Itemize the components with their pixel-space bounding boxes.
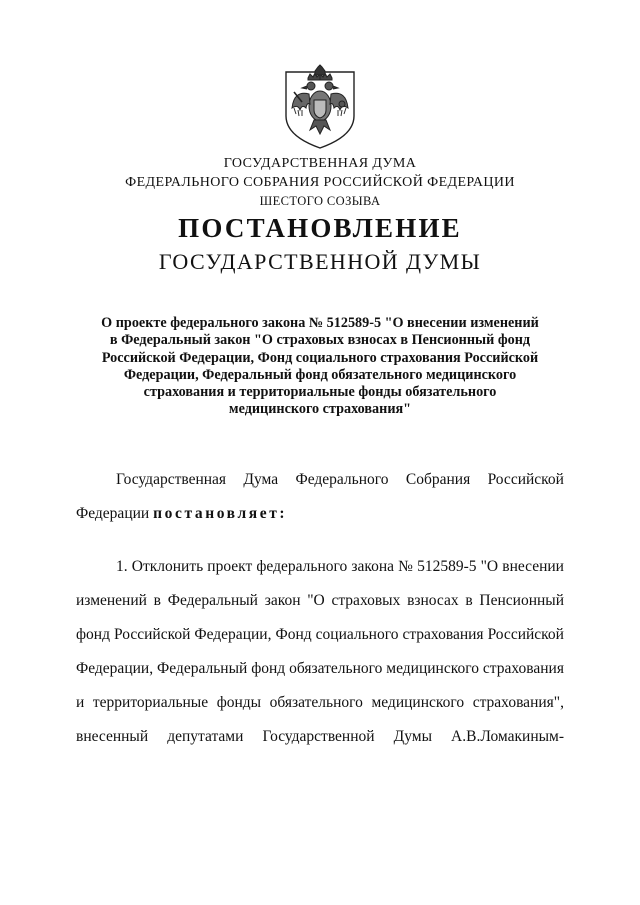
word: внесенный bbox=[76, 728, 149, 745]
paragraph-line: и территориальные фонды обязательного медицинского страхования", bbox=[76, 694, 564, 711]
preamble-line-2 bbox=[76, 497, 564, 531]
document-type-title: ПОСТАНОВЛЕНИЕ bbox=[178, 213, 462, 243]
word: Федерации bbox=[76, 505, 150, 522]
subject-line: Российской Федерации, Фонд социального страхования Российской bbox=[101, 349, 539, 366]
word: А.В.Ломакиным- bbox=[451, 728, 564, 745]
subject-line: О проекте федерального закона № 512589-5 "О внесении изменений bbox=[101, 315, 539, 331]
subject-line: медицинского страхования" bbox=[228, 401, 412, 418]
header-line-1: ГОСУДАРСТВЕННАЯ ДУМА bbox=[223, 156, 417, 171]
word: Государственной bbox=[262, 728, 375, 745]
preamble bbox=[76, 463, 564, 531]
paragraph-line bbox=[76, 720, 564, 754]
subject-line: в Федеральный закон "О страховых взносах в Пенсионный фонд bbox=[109, 332, 531, 349]
paragraph-line: Федерации, Федеральный фонд обязательного медицинского страхования bbox=[76, 660, 564, 677]
word: депутатами bbox=[167, 728, 244, 745]
header-line-2: ФЕДЕРАЛЬНОГО СОБРАНИЯ РОССИЙСКОЙ ФЕДЕРАЦИИ bbox=[125, 175, 515, 190]
issuer-header bbox=[0, 154, 640, 211]
header-line-3: ШЕСТОГО СОЗЫВА bbox=[259, 194, 381, 208]
word: Собрания bbox=[405, 471, 471, 488]
paragraph-line: фонд Российской Федерации, Фонд социального страхования Российской bbox=[76, 626, 564, 643]
paragraph-1 bbox=[76, 550, 564, 754]
word: Дума bbox=[243, 471, 279, 488]
word: Федерального bbox=[295, 471, 389, 488]
decree-verb: постановляет: bbox=[153, 505, 288, 522]
word: Государственная bbox=[116, 471, 227, 488]
paragraph-line: изменений в Федеральный закон "О страховых взносах в Пенсионный bbox=[76, 592, 564, 609]
coat-of-arms-icon bbox=[280, 64, 360, 150]
document-subject bbox=[60, 315, 580, 419]
paragraph-line: 1. Отклонить проект федерального закона № 512589-5 "О внесении bbox=[116, 558, 564, 575]
word: Думы bbox=[393, 728, 432, 745]
preamble-line-1 bbox=[76, 463, 564, 497]
subject-line: страхования и территориальные фонды обязательного bbox=[143, 384, 497, 401]
word: Российской bbox=[487, 471, 564, 488]
document-issuer-subtitle: ГОСУДАРСТВЕННОЙ ДУМЫ bbox=[158, 249, 482, 274]
subject-line: Федерации, Федеральный фонд обязательного медицинского bbox=[123, 366, 517, 383]
